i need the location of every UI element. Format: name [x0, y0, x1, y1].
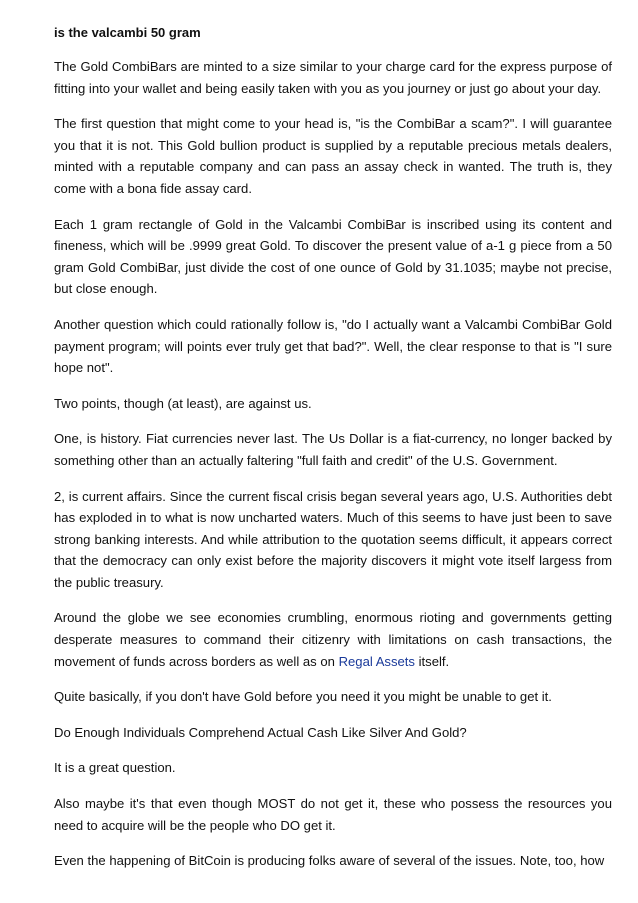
paragraph: Each 1 gram rectangle of Gold in the Valcambi CombiBar is inscribed using its content and fineness, which will be .9999 great Gold. To discover the present value of a-1 g piece from a 50 gram Gold CombiBar, just divide the cost of one ounce of Gold by 31.1035; maybe not precise, but close enough.	[54, 216, 612, 297]
paragraph: Another question which could rationally follow is, "do I actually want a Valcambi CombiBar Gold payment program; will points ever truly get that bad?". Well, the clear response to that is "I sure hope not".	[54, 316, 612, 376]
paragraph: Also maybe it's that even though MOST do not get it, these who possess the resources you need to acquire will be the people who DO get it.	[54, 796, 612, 833]
regal-assets-link[interactable]: Regal Assets	[338, 653, 415, 669]
paragraph-text: Around the globe we see economies crumbling, enormous rioting and governments getting desperate measures to command their citizenry with limitations on cash transactions, the movement of funds across borders as well as on	[54, 610, 612, 669]
paragraph: The first question that might come to your head is, "is the CombiBar a scam?". I will guarantee you that it is not. This Gold bullion product is supplied by a reputable precious metals dealers, minted with a reputable company and can pass an assay check in wanted. The truth is, they come with a bona fide assay card.	[54, 116, 612, 196]
paragraph: 2, is current affairs. Since the current fiscal crisis began several years ago, U.S. Authorities debt has exploded in to what is now uncharted waters. Much of this seems to have just been to save strong banking interests. And while attribution to the quotation seems difficult, it appears correct that the democracy can only exist before the majority discovers it might vote itself largess from the public treasury.	[54, 488, 612, 590]
paragraph: It is a great question.	[54, 760, 176, 776]
paragraph-text: itself.	[414, 653, 450, 669]
paragraph: The Gold CombiBars are minted to a size similar to your charge card for the express purpose of fitting into your wallet and being easily taken with you as you journey or just go about your day.	[54, 59, 612, 96]
paragraph: Quite basically, if you don't have Gold before you need it you might be unable to get it.	[54, 689, 552, 705]
paragraph: One, is history. Fiat currencies never last. The Us Dollar is a fiat-currency, no longer backed by something other than an actually faltering "full faith and credit" of the U.S. Government.	[54, 431, 612, 468]
paragraph: Do Enough Individuals Comprehend Actual Cash Like Silver And Gold?	[54, 724, 467, 740]
paragraph: Even the happening of BitCoin is producing folks aware of several of the issues. Note, too, how	[54, 853, 605, 869]
paragraph: Two points, though (at least), are against us.	[54, 395, 312, 411]
document-page	[54, 22, 612, 886]
document-title: is the valcambi 50 gram	[54, 25, 201, 40]
paragraph-with-link	[54, 607, 612, 672]
